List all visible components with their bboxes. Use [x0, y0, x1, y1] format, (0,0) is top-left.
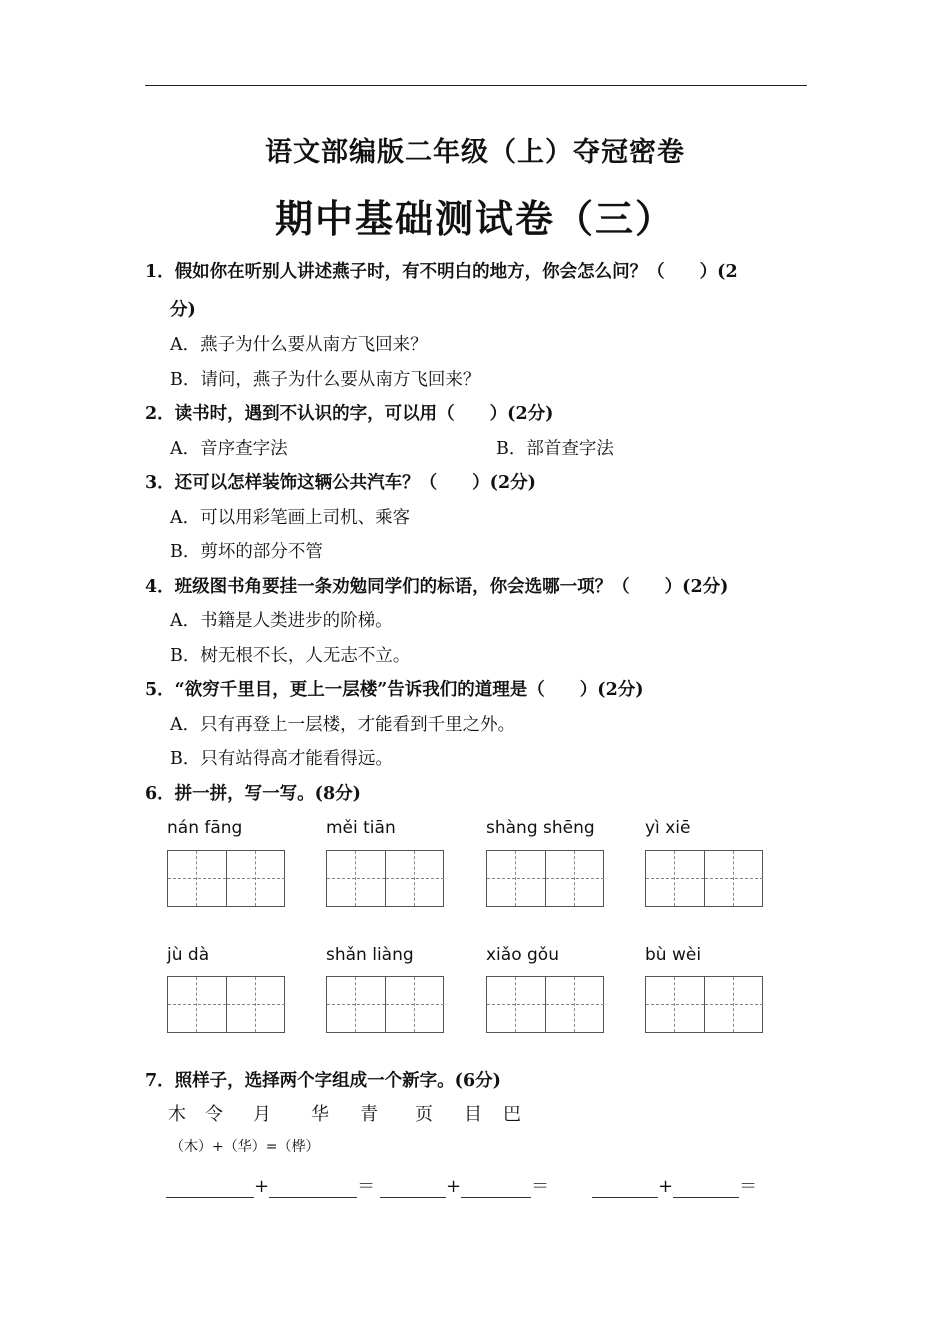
question-1: 1．假如你在听别人讲述燕子时，有不明白的地方，你会怎么问？（ ）(2 — [145, 262, 738, 282]
exam-subtitle: 语文部编版二年级（上）夺冠密卷 — [265, 137, 685, 168]
compose-blank-group — [166, 1172, 375, 1198]
exam-title: 期中基础测试卷（三） — [274, 196, 675, 241]
header-rule — [145, 85, 807, 86]
question-2-option-a: A．音序查字法 — [170, 439, 288, 459]
compose-char: 月 — [253, 1104, 271, 1125]
pinyin-label: xiǎo gǒu — [486, 945, 559, 965]
answer-blank[interactable] — [673, 1181, 739, 1198]
answer-blank[interactable] — [380, 1181, 446, 1198]
question-3-option-a: A．可以用彩笔画上司机、乘客 — [170, 508, 411, 528]
writing-grid[interactable] — [326, 976, 444, 1033]
equals-sign: ＝ — [739, 1176, 758, 1197]
answer-blank[interactable] — [166, 1181, 254, 1198]
compose-blank-group — [592, 1172, 757, 1198]
compose-char: 目 — [464, 1104, 482, 1125]
question-4: 4．班级图书角要挂一条劝勉同学们的标语，你会选哪一项？（ ）(2分) — [145, 577, 729, 597]
writing-grid[interactable] — [326, 850, 444, 907]
question-7: 7．照样子，选择两个字组成一个新字。(6分) — [145, 1071, 501, 1091]
writing-grid[interactable] — [486, 850, 604, 907]
question-4-option-a: A．书籍是人类进步的阶梯。 — [170, 611, 393, 631]
question-6: 6．拼一拼，写一写。(8分) — [145, 784, 361, 804]
question-1-option-a: A．燕子为什么要从南方飞回来？ — [170, 335, 428, 355]
writing-grid[interactable] — [167, 850, 285, 907]
pinyin-label: měi tiān — [326, 818, 396, 838]
equals-sign: ＝ — [357, 1176, 376, 1197]
question-2: 2．读书时，遇到不认识的字，可以用（ ）(2分) — [145, 404, 554, 424]
compose-char: 巴 — [503, 1104, 521, 1125]
answer-blank[interactable] — [592, 1181, 658, 1198]
question-4-option-b: B．树无根不长，人无志不立。 — [170, 646, 411, 666]
compose-char: 青 — [360, 1104, 378, 1125]
pinyin-label: jù dà — [167, 945, 210, 965]
plus-sign: + — [446, 1176, 462, 1197]
writing-grid[interactable] — [645, 976, 763, 1033]
compose-char: 木 — [168, 1104, 186, 1125]
question-5-option-b: B．只有站得高才能看得远。 — [170, 749, 393, 769]
question-5: 5．“欲穷千里目，更上一层楼”告诉我们的道理是（ ）(2分) — [145, 680, 644, 700]
writing-grid[interactable] — [167, 976, 285, 1033]
writing-grid[interactable] — [645, 850, 763, 907]
question-2-option-b: B．部首查字法 — [496, 439, 614, 459]
answer-blank[interactable] — [461, 1181, 531, 1198]
equals-sign: ＝ — [531, 1176, 550, 1197]
pinyin-label: shǎn liàng — [326, 945, 414, 965]
plus-sign: + — [254, 1176, 270, 1197]
compose-char: 页 — [415, 1104, 433, 1125]
question-3: 3．还可以怎样装饰这辆公共汽车？（ ）(2分) — [145, 473, 536, 493]
pinyin-label: bù wèi — [645, 945, 702, 965]
question-1-cont: 分) — [170, 300, 196, 320]
answer-blank[interactable] — [269, 1181, 357, 1198]
question-1-option-b: B．请问，燕子为什么要从南方飞回来？ — [170, 370, 481, 390]
plus-sign: + — [658, 1176, 674, 1197]
writing-grid[interactable] — [486, 976, 604, 1033]
pinyin-label: yì xiē — [645, 818, 691, 838]
pinyin-label: nán fāng — [167, 818, 243, 838]
question-3-option-b: B．剪坏的部分不管 — [170, 542, 323, 562]
question-5-option-a: A．只有再登上一层楼，才能看到千里之外。 — [170, 715, 516, 735]
compose-example: （木）+（华）=（桦） — [170, 1139, 320, 1155]
compose-char: 令 — [205, 1104, 223, 1125]
pinyin-label: shàng shēng — [486, 818, 595, 838]
compose-blank-group — [380, 1172, 549, 1198]
compose-char: 华 — [311, 1104, 329, 1125]
